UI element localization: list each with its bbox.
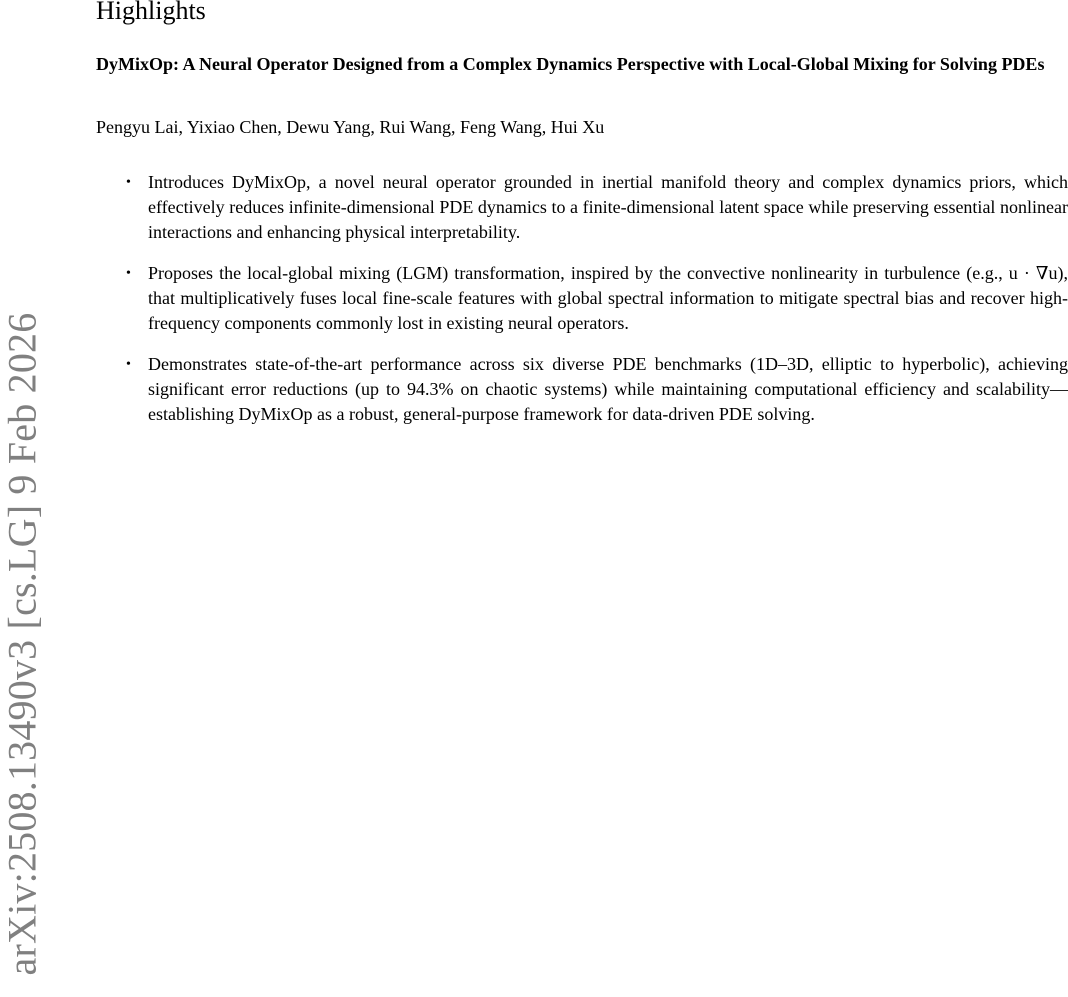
highlight-item-1	[126, 170, 1068, 245]
author-list: Pengyu Lai, Yixiao Chen, Dewu Yang, Rui Wang, Feng Wang, Hui Xu	[96, 117, 605, 137]
paper-title: DyMixOp: A Neural Operator Designed from a Complex Dynamics Perspective with Local-Global Mixing for Solving PDEs	[96, 54, 1045, 74]
arxiv-stamp	[0, 0, 44, 997]
highlight-text: Demonstrates state-of-the-art performance across six diverse PDE benchmarks (1D–3D, elliptic to hyperbolic), achieving significant error reductions (up to 94.3% on chaotic systems) while maintaining computational efficiency and scalability—establishing DyMixOp as a robust, general-purpose framework for data-driven PDE solving.	[148, 354, 1068, 424]
highlight-item-3	[126, 352, 1068, 427]
bullet-icon: •	[126, 175, 131, 190]
highlights-heading: Highlights	[96, 0, 206, 25]
highlight-text: Introduces DyMixOp, a novel neural operator grounded in inertial manifold theory and complex dynamics priors, which effectively reduces infinite-dimensional PDE dynamics to a finite-dimensional latent space while preserving essential nonlinear interactions and enhancing physical interpretability.	[148, 172, 1068, 242]
bullet-icon: •	[126, 266, 131, 281]
highlights-list	[126, 170, 1068, 443]
highlight-text: Proposes the local-global mixing (LGM) transformation, inspired by the convective nonlinearity in turbulence (e.g., u · ∇u), that multiplicatively fuses local fine-scale features with global spectral information to mitigate spectral bias and recover high-frequency components commonly lost in existing neural operators.	[148, 263, 1068, 333]
bullet-icon: •	[126, 357, 131, 372]
arxiv-identifier: arXiv:2508.13490v3 [cs.LG] 9 Feb 2026	[0, 312, 45, 976]
highlight-item-2	[126, 261, 1068, 336]
